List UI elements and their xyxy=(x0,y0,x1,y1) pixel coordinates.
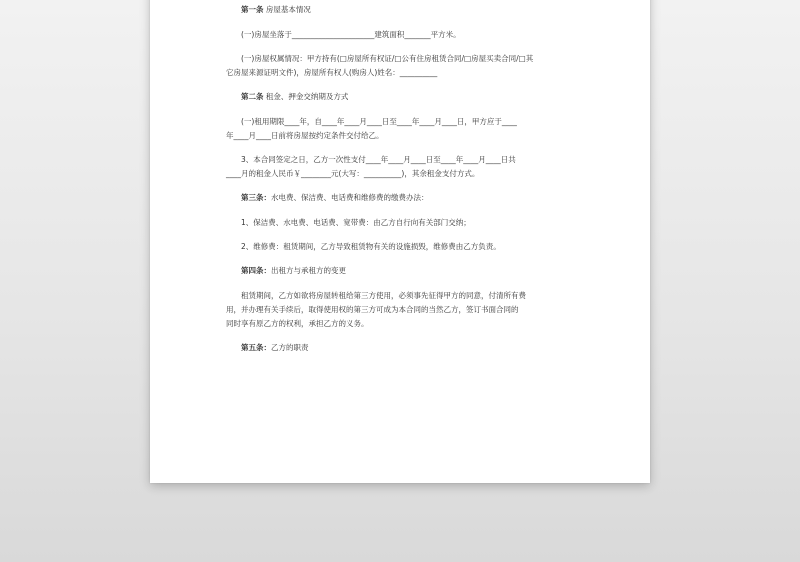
article-2-title: 租金、押金交纳期及方式 xyxy=(265,92,349,101)
article-5-heading xyxy=(226,341,309,355)
document-page xyxy=(150,0,650,483)
article-2-paragraph-1-line-1: (一)租用期限____年，自____年____月____日至____年____月____日，甲方应于____ xyxy=(241,117,517,126)
article-1-paragraph-2-line-1: (一)房屋权属情况：甲方持有(□房屋所有权证/□公有住房租赁合同/□房屋买卖合同/□其 xyxy=(241,54,534,63)
article-4-paragraph-line-3: 同时享有原乙方的权利，承担乙方的义务。 xyxy=(226,319,369,328)
article-3-item-2: 2、维修费：租赁期间，乙方导致租赁物有关的设施损毁，维修费由乙方负责。 xyxy=(241,242,501,251)
article-4-paragraph-line-2: 用，并办理有关手续后，取得使用权的第三方可成为本合同的当然乙方，签订书面合同的 xyxy=(226,305,519,314)
article-3-heading xyxy=(226,191,429,205)
article-2-paragraph-2-line-2: ____月的租金人民币￥________元(大写：__________)，其余租金支付方式。 xyxy=(226,169,480,178)
article-3-title: 水电费、保洁费、电话费和维修费的缴费办法： xyxy=(271,193,429,202)
article-4-label: 第四条： xyxy=(241,266,271,275)
article-5-label: 第五条： xyxy=(241,343,271,352)
article-2-heading xyxy=(226,90,348,104)
article-1-heading xyxy=(226,3,311,17)
article-3-label: 第三条： xyxy=(241,193,271,202)
article-4-paragraph-line-1: 租赁期间，乙方如欲将房屋转租给第三方使用，必须事先征得甲方的同意，付清所有费 xyxy=(241,291,526,300)
article-1-paragraph-2-line-2: 它房屋来源证明文件)，房屋所有权人(购房人)姓名：__________ xyxy=(226,68,438,77)
article-1-label: 第一条 xyxy=(241,5,264,14)
article-4-heading xyxy=(226,264,346,278)
article-5-title: 乙方的职责 xyxy=(271,343,309,352)
article-3-item-1: 1、保洁费、水电费、电话费、宽带费：由乙方自行向有关部门交纳； xyxy=(241,218,471,227)
article-4-title: 出租方与承租方的变更 xyxy=(271,266,346,275)
article-1-title: 房屋基本情况 xyxy=(265,5,311,14)
article-2-paragraph-1-line-2: 年____月____日前将房屋按约定条件交付给乙。 xyxy=(226,131,384,140)
article-1-paragraph-1: (一)房屋坐落于______________________建筑面积_______平方米。 xyxy=(241,30,461,39)
article-2-paragraph-2-line-1: 3、本合同签定之日，乙方一次性支付____年____月____日至____年____月____日共 xyxy=(241,155,516,164)
article-2-label: 第二条 xyxy=(241,92,264,101)
